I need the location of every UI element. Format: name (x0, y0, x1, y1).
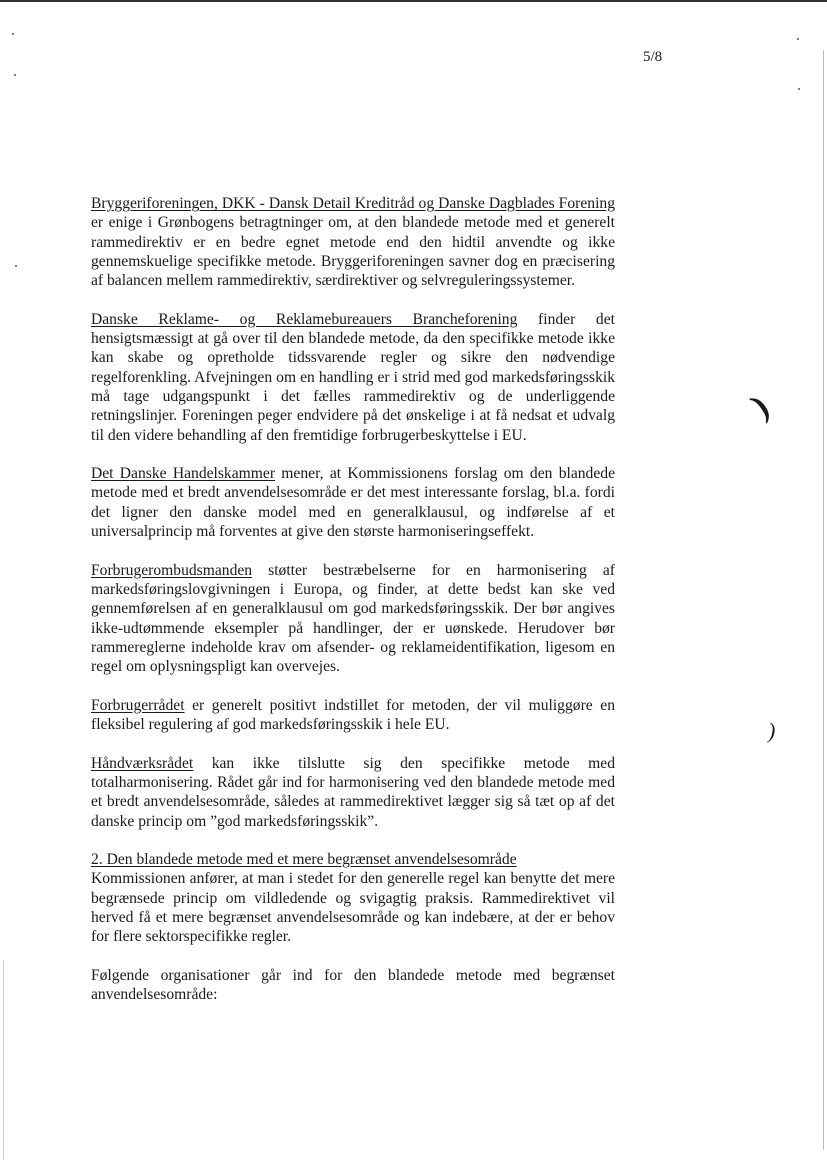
organisation-name: Danske Reklame- og Reklamebureauers Brancheforening (91, 310, 518, 328)
scan-speck (797, 38, 799, 40)
closing-paragraph: Følgende organisationer går ind for den blandede metode med begrænset anvendelsesområde: (91, 966, 615, 1004)
page-number: 5/8 (643, 49, 663, 65)
organisation-name: Forbrugerrådet (91, 696, 185, 714)
section-heading: 2. Den blandede metode med et mere begrænset anvendelsesområde (91, 851, 517, 869)
organisation-name: Håndværksrådet (91, 754, 194, 772)
paragraph-text: mener, at Kommissionens forslag om den blandede metode med et bredt anvendelsesområde er det mest interessante forslag, bl.a. fordi det ligner den danske model med en generalklausul, og indførelse af et universalprincip må forventes at give den største harmoniseringseffekt. (91, 465, 615, 541)
organisation-name: Forbrugerombudsmanden (91, 561, 253, 579)
paragraph-text: er enige i Grønbogens betragtninger om, at den blandede metode med et generelt rammedirektiv er en bedre egnet metode end den hidtil anvendte og ikke gennemskuelige specifikke metode. Bryggeriforeningen savner dog en præcisering af balancen mellem rammedirektiv, særdirektiver og selvreguleringssystemer. (91, 214, 615, 290)
scan-top-border (0, 0, 827, 2)
paragraph-text: støtter bestræbelserne for en harmonisering af markedsføringslovgivningen i Europa, og finder, at dette bedst kan ske ved gennemførelsen af en generalklausul om god markedsføringsskik. Der bør angives ikke-udtømmende eksempler på handlinger, der er uønskede. Herudover bør rammereglerne indeholde krav om afsender- og reklameidentifikation, ligesom en regel om oplysningspligt kan overvejes. (91, 561, 615, 676)
scan-speck (14, 74, 16, 76)
paragraph-haandvaerksraadet (91, 754, 615, 831)
paragraph-text: finder det hensigtsmæssigt at gå over til den blandede metode, da den specifikke metode ikke kan skabe og opretholde tidssvarende regler og sikre den nødvendige regelforenkling. Afvejningen om en handling er i strid med god markedsføringsskik må tage udgangspunkt i det fælles rammedirektiv og de underliggende retningslinjer. Foreningen peger endvidere på det ønskelige i at få nedsat et udvalg til den videre behandling af den fremtidige forbrugerbeskyttelse i EU. (91, 310, 615, 444)
paragraph-reklame-brancheforening (91, 310, 615, 445)
scan-speck (12, 33, 14, 35)
scan-artifact-mark: ) (768, 718, 776, 743)
scan-speck (15, 265, 17, 267)
document-body (91, 194, 615, 1024)
organisation-name: Det Danske Handelskammer (91, 465, 276, 483)
section-text: Kommissionen anfører, at man i stedet for den generelle regel kan benytte det mere begrænsede princip om vildledende og svigagtig praksis. Rammedirektivet vil herved få et mere begrænset anvendelsesområde og kan indebære, at der er behov for flere sektorspecifikke regler. (91, 870, 615, 946)
paragraph-bryggeriforeningen (91, 194, 615, 290)
paragraph-forbrugerraadet (91, 696, 615, 735)
paragraph-text: er generelt positivt indstillet for metoden, der vil muliggøre en fleksibel regulering af god markedsføringsskik i hele EU. (91, 696, 615, 734)
paragraph-handelskammer (91, 464, 615, 541)
scan-right-edge (823, 50, 824, 1150)
organisation-name: Bryggeriforeningen, DKK - Dansk Detail Kreditråd og Danske Dagblades Forening (91, 195, 615, 212)
scan-left-edge (3, 960, 4, 1160)
scan-artifact-mark: ) (745, 388, 776, 425)
paragraph-text: kan ikke tilslutte sig den specifikke metode med totalharmonisering. Rådet går ind for harmonisering ved den blandede metode med et bredt anvendelsesområde, således at rammedirektivet lægger sig så tæt op af det danske princip om ”god markedsføringsskik”. (91, 754, 615, 830)
scan-speck (798, 88, 800, 90)
paragraph-forbrugerombudsmanden (91, 561, 615, 677)
